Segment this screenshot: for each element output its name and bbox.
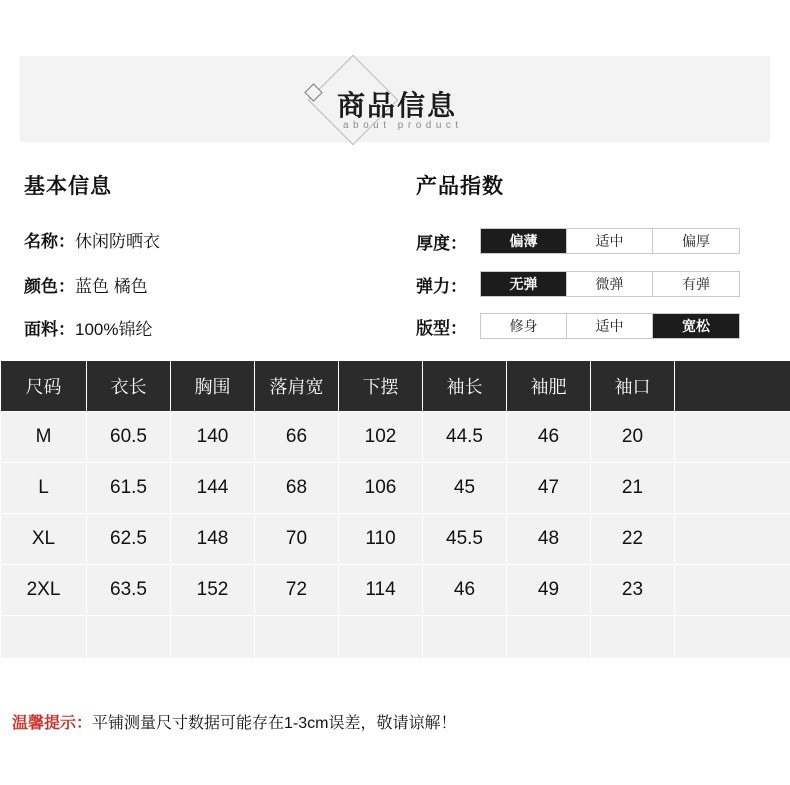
table-cell: 114 <box>339 565 423 616</box>
basic-info-heading: 基本信息 <box>24 175 112 198</box>
table-cell: 68 <box>255 463 339 514</box>
size-table <box>0 360 790 659</box>
basic-info-row-fabric <box>24 315 152 340</box>
table-cell: 152 <box>171 565 255 616</box>
table-header-cell: 尺码 <box>1 361 87 412</box>
table-cell: 21 <box>591 463 675 514</box>
table-header-cell: 胸围 <box>171 361 255 412</box>
index-option-thickness-thin[interactable]: 偏薄 <box>481 229 567 253</box>
index-label-elasticity: 弹力： <box>416 276 467 296</box>
index-options-elasticity <box>480 271 740 297</box>
table-header-cell: 袖长 <box>423 361 507 412</box>
index-row-fit <box>416 313 740 339</box>
table-header-row <box>1 361 790 412</box>
table-cell <box>87 616 171 659</box>
table-cell <box>675 514 790 565</box>
basic-info-label-fabric: 面料： <box>24 320 75 339</box>
table-cell: 102 <box>339 412 423 463</box>
table-row <box>1 412 790 463</box>
table-cell: 20 <box>591 412 675 463</box>
product-index-heading: 产品指数 <box>416 175 504 198</box>
table-cell: 46 <box>507 412 591 463</box>
table-cell: 44.5 <box>423 412 507 463</box>
table-header-cell: 袖肥 <box>507 361 591 412</box>
table-cell: 144 <box>171 463 255 514</box>
basic-info-label-color: 颜色： <box>24 277 75 296</box>
index-options-fit <box>480 313 740 339</box>
table-cell <box>507 616 591 659</box>
table-cell: 45.5 <box>423 514 507 565</box>
table-cell: 62.5 <box>87 514 171 565</box>
table-cell <box>255 616 339 659</box>
index-option-thickness-thick[interactable]: 偏厚 <box>653 229 739 253</box>
footer-note <box>12 710 456 733</box>
basic-info-row-color <box>24 272 148 297</box>
table-cell <box>339 616 423 659</box>
table-cell <box>423 616 507 659</box>
table-cell <box>675 565 790 616</box>
banner-title: 商品信息 <box>337 90 458 121</box>
table-cell: 110 <box>339 514 423 565</box>
banner-subtitle: about product <box>343 120 463 131</box>
index-option-elasticity-none[interactable]: 无弹 <box>481 272 567 296</box>
index-option-thickness-medium[interactable]: 适中 <box>567 229 653 253</box>
table-row <box>1 463 790 514</box>
table-header-cell: 下摆 <box>339 361 423 412</box>
index-options-thickness <box>480 228 740 254</box>
basic-info-value-color: 蓝色 橘色 <box>75 277 148 296</box>
basic-info-label-name: 名称： <box>24 232 75 251</box>
table-row <box>1 616 790 659</box>
table-cell: 61.5 <box>87 463 171 514</box>
table-cell: 23 <box>591 565 675 616</box>
table-cell: 22 <box>591 514 675 565</box>
table-cell: 72 <box>255 565 339 616</box>
table-cell <box>675 412 790 463</box>
table-cell: 46 <box>423 565 507 616</box>
table-cell: 45 <box>423 463 507 514</box>
table-cell: 49 <box>507 565 591 616</box>
index-option-elasticity-high[interactable]: 有弹 <box>653 272 739 296</box>
table-cell: 148 <box>171 514 255 565</box>
table-cell <box>171 616 255 659</box>
index-option-fit-loose[interactable]: 宽松 <box>653 314 739 338</box>
table-cell: 47 <box>507 463 591 514</box>
index-option-fit-regular[interactable]: 适中 <box>567 314 653 338</box>
footer-note-head: 温馨提示： <box>12 715 93 732</box>
table-cell: 48 <box>507 514 591 565</box>
index-row-elasticity <box>416 271 740 297</box>
table-cell <box>591 616 675 659</box>
table-cell: 66 <box>255 412 339 463</box>
table-cell <box>675 463 790 514</box>
table-cell: 140 <box>171 412 255 463</box>
index-option-elasticity-slight[interactable]: 微弹 <box>567 272 653 296</box>
basic-info-row-name <box>24 227 160 252</box>
table-cell: 60.5 <box>87 412 171 463</box>
basic-info-value-fabric: 100%锦纶 <box>75 320 153 339</box>
index-row-thickness <box>416 228 740 254</box>
table-cell: 63.5 <box>87 565 171 616</box>
table-header-cell: 袖口 <box>591 361 675 412</box>
table-cell: 70 <box>255 514 339 565</box>
table-cell <box>1 616 87 659</box>
table-row <box>1 565 790 616</box>
index-label-fit: 版型： <box>416 318 467 338</box>
table-cell: 2XL <box>1 565 87 616</box>
table-header-cell: 衣长 <box>87 361 171 412</box>
footer-note-body: 平铺测量尺寸数据可能存在1-3cm误差，敬请谅解！ <box>92 715 457 732</box>
index-option-fit-slim[interactable]: 修身 <box>481 314 567 338</box>
table-header-cell <box>675 361 790 412</box>
table-cell: XL <box>1 514 87 565</box>
table-cell <box>675 616 790 659</box>
table-cell: L <box>1 463 87 514</box>
table-header-cell: 落肩宽 <box>255 361 339 412</box>
product-info-banner <box>20 56 770 142</box>
table-row <box>1 514 790 565</box>
table-cell: M <box>1 412 87 463</box>
table-cell: 106 <box>339 463 423 514</box>
basic-info-value-name: 休闲防晒衣 <box>75 232 160 251</box>
index-label-thickness: 厚度： <box>416 233 467 253</box>
